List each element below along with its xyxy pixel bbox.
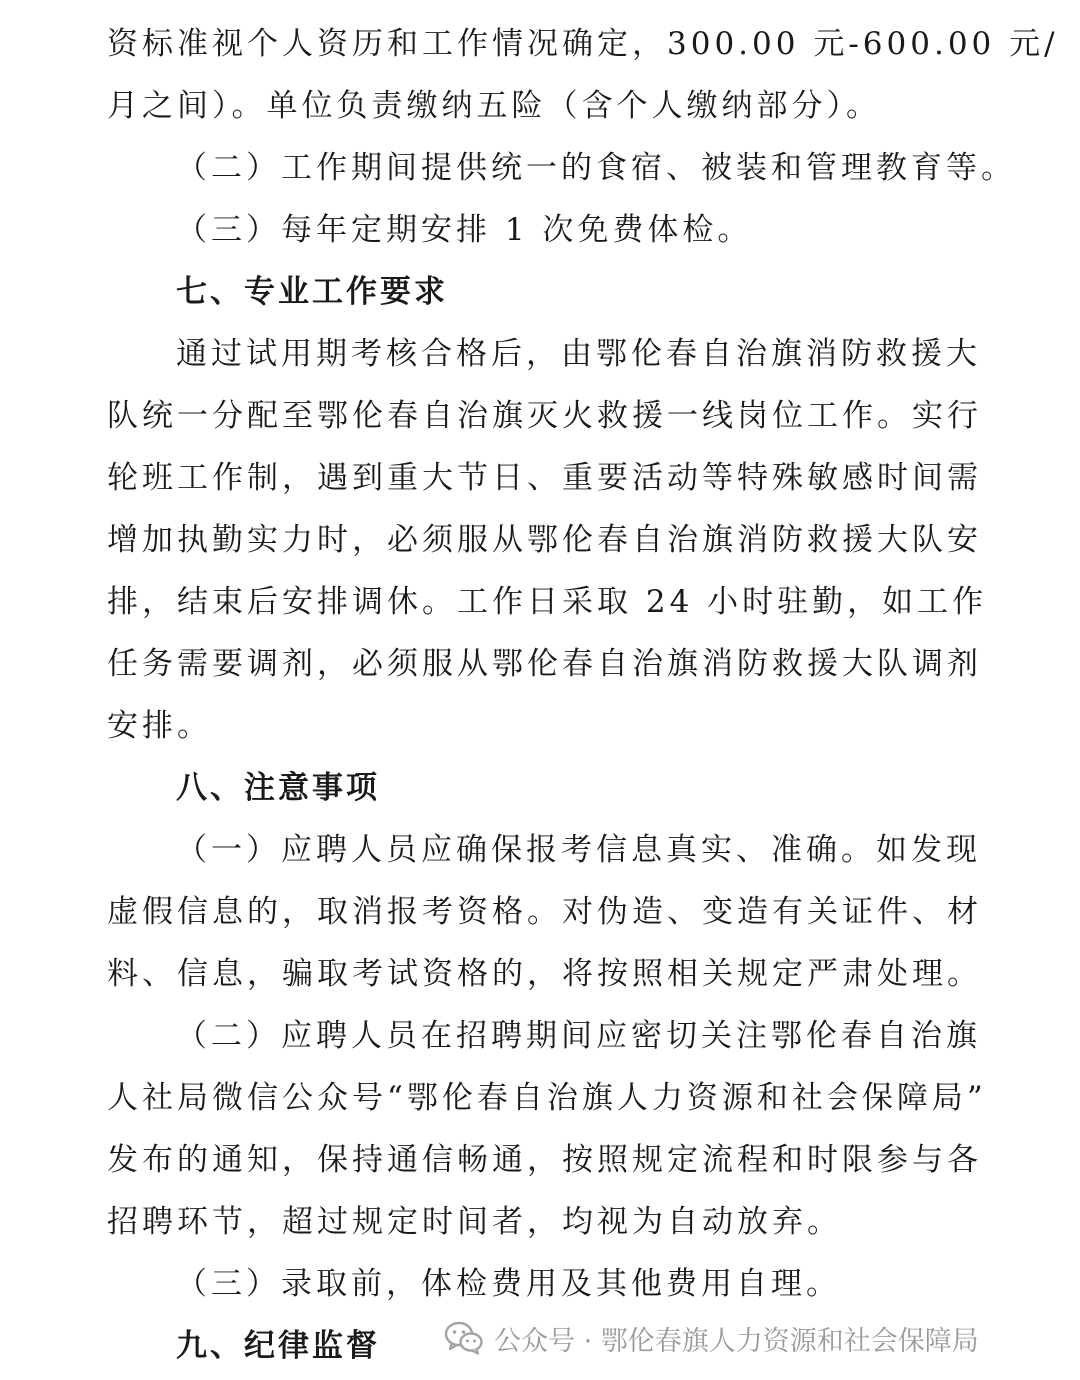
wechat-icon	[444, 1321, 484, 1355]
section-heading-7: 七、专业工作要求	[176, 274, 448, 310]
wechat-watermark	[444, 1316, 979, 1360]
section-7-paragraph-line-3: 轮班工作制，遇到重大节日、重要活动等特殊敏感时间需	[107, 460, 982, 496]
notice-item-2-line-1: （二）应聘人员在招聘期间应密切关注鄂伦春自治旗	[176, 1018, 981, 1054]
notice-item-1-line-1: （一）应聘人员应确保报考信息真实、准确。如发现	[176, 832, 981, 868]
notice-item-2-line-2: 人社局微信公众号“鄂伦春自治旗人力资源和社会保障局”	[107, 1080, 987, 1116]
section-heading-9: 九、纪律监督	[176, 1328, 380, 1364]
benefit-item-3: （三）每年定期安排 1 次免费体检。	[176, 212, 753, 248]
salary-insurance-line: 月之间）。单位负责缴纳五险（含个人缴纳部分）。	[107, 88, 881, 124]
notice-item-2-line-4: 招聘环节，超过规定时间者，均视为自动放弃。	[107, 1204, 842, 1240]
section-7-paragraph-line-1: 通过试用期考核合格后，由鄂伦春自治旗消防救援大	[176, 336, 981, 372]
section-7-paragraph-line-6: 任务需要调剂，必须服从鄂伦春自治旗消防救援大队调剂	[107, 646, 982, 682]
watermark-text: 公众号 · 鄂伦春旗人力资源和社会保障局	[494, 1325, 979, 1357]
salary-range-line: 资标准视个人资历和工作情况确定，300.00 元-600.00 元/	[107, 26, 1059, 62]
notice-item-1-line-3: 料、信息，骗取考试资格的，将按照相关规定严肃处理。	[107, 956, 982, 992]
notice-item-2-line-3: 发布的通知，保持通信畅通，按照规定流程和时限参与各	[107, 1142, 982, 1178]
section-7-paragraph-line-2: 队统一分配至鄂伦春自治旗灭火救援一线岗位工作。实行	[107, 398, 982, 434]
notice-item-3: （三）录取前，体检费用及其他费用自理。	[176, 1266, 841, 1302]
section-7-paragraph-line-5: 排，结束后安排调休。工作日采取 24 小时驻勤，如工作	[107, 584, 988, 620]
notice-item-1-line-2: 虚假信息的，取消报考资格。对伪造、变造有关证件、材	[107, 894, 982, 930]
section-heading-8: 八、注意事项	[176, 770, 380, 806]
section-7-paragraph-line-7: 安排。	[107, 708, 212, 744]
section-7-paragraph-line-4: 增加执勤实力时，必须服从鄂伦春自治旗消防救援大队安	[107, 522, 982, 558]
benefit-item-2: （二）工作期间提供统一的食宿、被装和管理教育等。	[176, 150, 1016, 186]
